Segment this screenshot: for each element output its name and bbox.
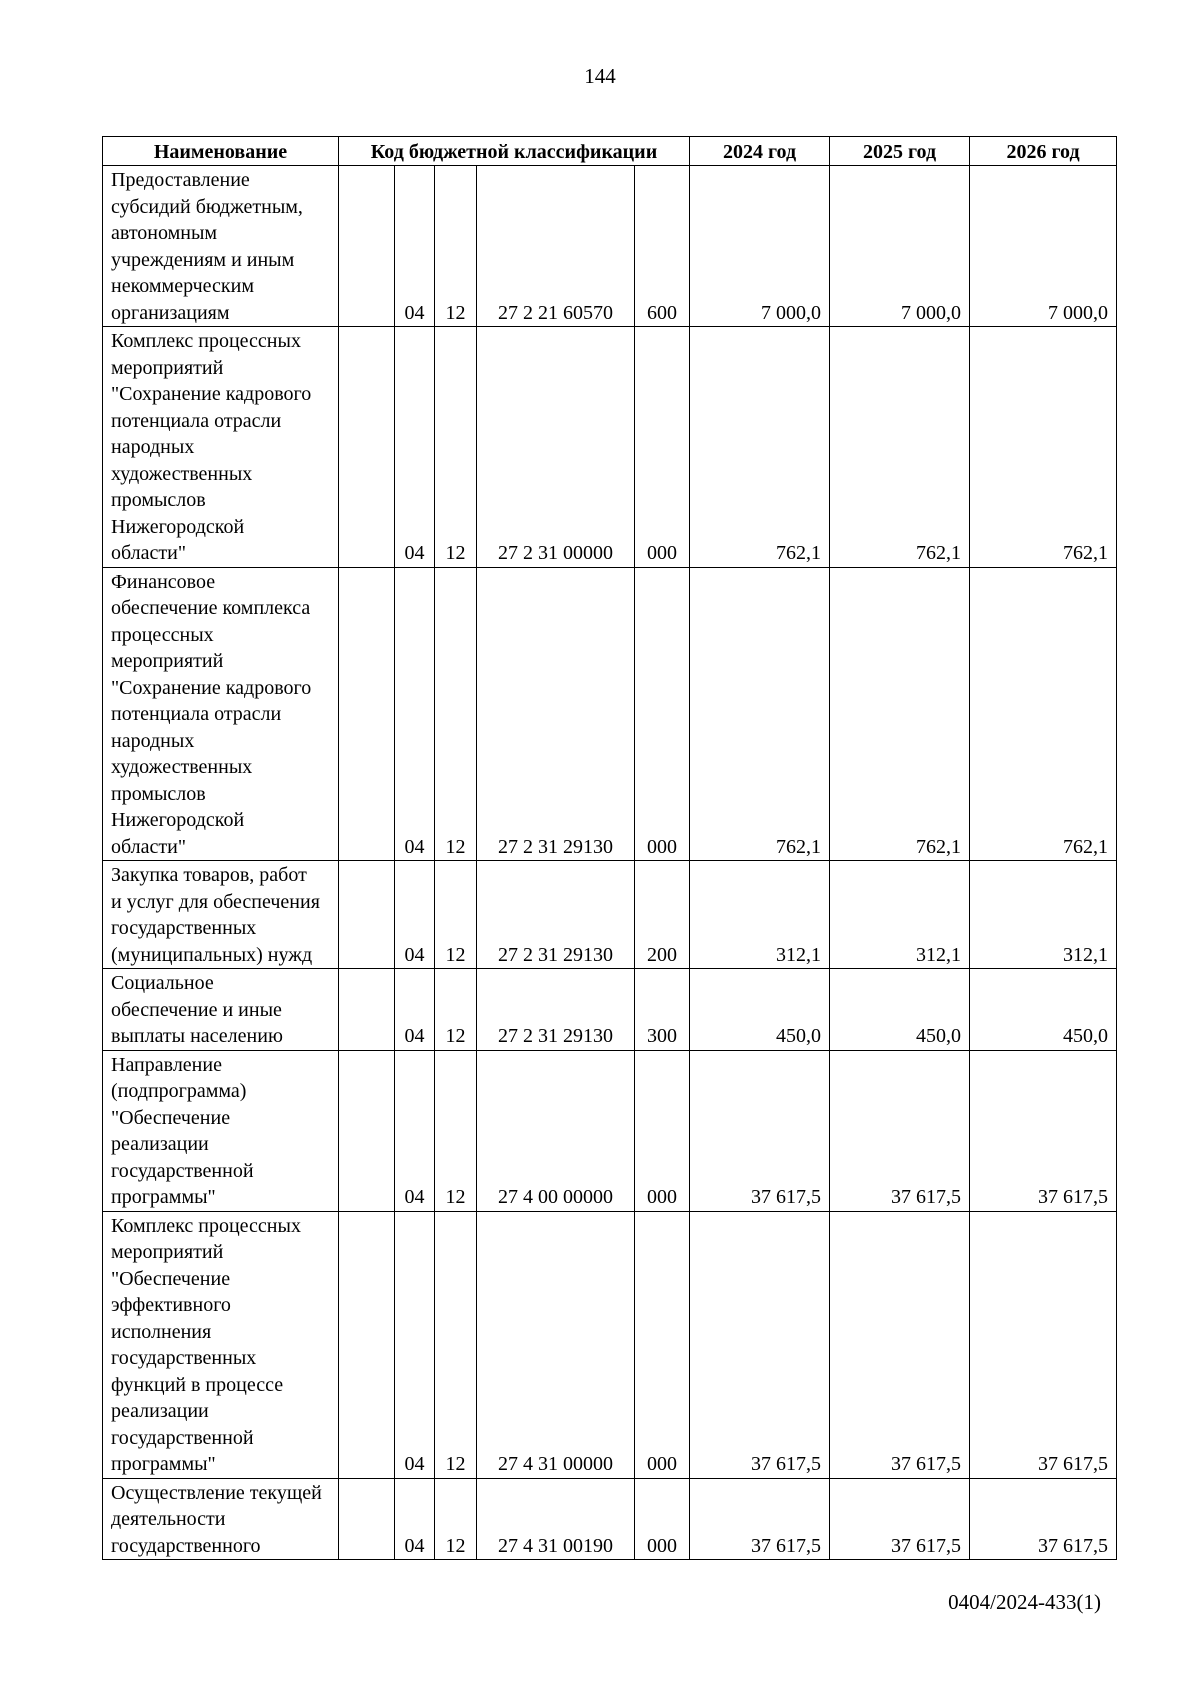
code-expense-type: 000 — [635, 567, 690, 861]
code-expense-type: 200 — [635, 861, 690, 969]
code-target-article: 27 4 31 00190 — [477, 1478, 635, 1560]
header-code: Код бюджетной классификации — [339, 137, 690, 166]
code-section — [339, 861, 395, 969]
amount-2025: 37 617,5 — [830, 1478, 970, 1560]
amount-2024: 312,1 — [690, 861, 830, 969]
header-2025: 2025 год — [830, 137, 970, 166]
amount-2026: 37 617,5 — [970, 1211, 1117, 1478]
amount-2024: 762,1 — [690, 327, 830, 568]
code-subsection: 12 — [435, 1478, 477, 1560]
page-number: 144 — [584, 64, 616, 88]
code-section — [339, 1050, 395, 1211]
row-name: Закупка товаров, работ и услуг для обеспечения государственных (муниципальных) нужд — [103, 861, 339, 969]
code-chapter: 04 — [395, 861, 435, 969]
table-row — [103, 567, 1117, 861]
code-subsection: 12 — [435, 969, 477, 1051]
code-chapter: 04 — [395, 1211, 435, 1478]
amount-2024: 7 000,0 — [690, 166, 830, 327]
code-expense-type: 000 — [635, 1478, 690, 1560]
amount-2024: 37 617,5 — [690, 1478, 830, 1560]
amount-2024: 762,1 — [690, 567, 830, 861]
code-section — [339, 1478, 395, 1560]
header-name: Наименование — [103, 137, 339, 166]
code-target-article: 27 2 31 29130 — [477, 969, 635, 1051]
amount-2024: 37 617,5 — [690, 1050, 830, 1211]
amount-2025: 7 000,0 — [830, 166, 970, 327]
amount-2025: 312,1 — [830, 861, 970, 969]
code-expense-type: 000 — [635, 327, 690, 568]
code-expense-type: 000 — [635, 1050, 690, 1211]
code-chapter: 04 — [395, 1050, 435, 1211]
table-row — [103, 1478, 1117, 1560]
document-code: 0404/2024-433(1) — [948, 1590, 1101, 1614]
table-row — [103, 969, 1117, 1051]
code-subsection: 12 — [435, 327, 477, 568]
row-name: Предоставление субсидий бюджетным, автономным учреждениям и иным некоммерческим организациям — [103, 166, 339, 327]
code-expense-type: 300 — [635, 969, 690, 1051]
code-subsection: 12 — [435, 1050, 477, 1211]
row-name: Комплекс процессных мероприятий "Обеспечение эффективного исполнения государственных функций в процессе реализации государственной программы" — [103, 1211, 339, 1478]
table-row — [103, 1211, 1117, 1478]
amount-2025: 450,0 — [830, 969, 970, 1051]
code-expense-type: 600 — [635, 166, 690, 327]
code-subsection: 12 — [435, 861, 477, 969]
code-section — [339, 567, 395, 861]
table-row — [103, 327, 1117, 568]
table-header-row — [103, 137, 1117, 166]
code-chapter: 04 — [395, 1478, 435, 1560]
amount-2025: 762,1 — [830, 327, 970, 568]
amount-2026: 762,1 — [970, 327, 1117, 568]
code-chapter: 04 — [395, 567, 435, 861]
code-target-article: 27 2 31 00000 — [477, 327, 635, 568]
row-name: Финансовое обеспечение комплекса процессных мероприятий "Сохранение кадрового потенциала отрасли народных художественных промыслов Нижегородской области" — [103, 567, 339, 861]
code-chapter: 04 — [395, 327, 435, 568]
amount-2026: 450,0 — [970, 969, 1117, 1051]
header-2024: 2024 год — [690, 137, 830, 166]
row-name: Осуществление текущей деятельности государственного — [103, 1478, 339, 1560]
amount-2025: 37 617,5 — [830, 1211, 970, 1478]
table-row — [103, 1050, 1117, 1211]
amount-2026: 37 617,5 — [970, 1050, 1117, 1211]
amount-2025: 37 617,5 — [830, 1050, 970, 1211]
row-name: Направление (подпрограмма) "Обеспечение реализации государственной программы" — [103, 1050, 339, 1211]
code-target-article: 27 2 21 60570 — [477, 166, 635, 327]
code-expense-type: 000 — [635, 1211, 690, 1478]
code-target-article: 27 4 31 00000 — [477, 1211, 635, 1478]
code-chapter: 04 — [395, 166, 435, 327]
amount-2025: 762,1 — [830, 567, 970, 861]
header-2026: 2026 год — [970, 137, 1117, 166]
amount-2024: 37 617,5 — [690, 1211, 830, 1478]
row-name: Социальное обеспечение и иные выплаты населению — [103, 969, 339, 1051]
budget-table — [102, 136, 1117, 1560]
table-row — [103, 166, 1117, 327]
amount-2024: 450,0 — [690, 969, 830, 1051]
code-subsection: 12 — [435, 166, 477, 327]
amount-2026: 7 000,0 — [970, 166, 1117, 327]
code-target-article: 27 4 00 00000 — [477, 1050, 635, 1211]
row-name: Комплекс процессных мероприятий "Сохранение кадрового потенциала отрасли народных художественных промыслов Нижегородской области" — [103, 327, 339, 568]
amount-2026: 312,1 — [970, 861, 1117, 969]
code-subsection: 12 — [435, 567, 477, 861]
code-target-article: 27 2 31 29130 — [477, 861, 635, 969]
amount-2026: 762,1 — [970, 567, 1117, 861]
code-section — [339, 327, 395, 568]
code-section — [339, 969, 395, 1051]
code-subsection: 12 — [435, 1211, 477, 1478]
amount-2026: 37 617,5 — [970, 1478, 1117, 1560]
code-section — [339, 1211, 395, 1478]
code-target-article: 27 2 31 29130 — [477, 567, 635, 861]
code-chapter: 04 — [395, 969, 435, 1051]
table-row — [103, 861, 1117, 969]
code-section — [339, 166, 395, 327]
